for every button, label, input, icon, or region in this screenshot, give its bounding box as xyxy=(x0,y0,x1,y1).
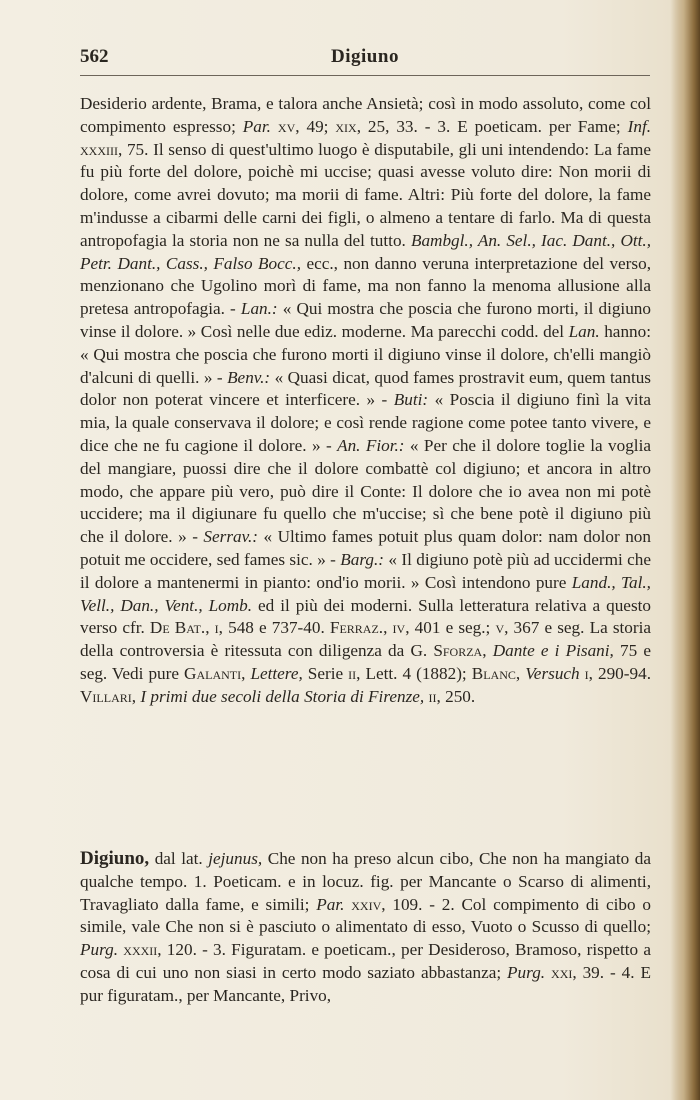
text-run: , xyxy=(241,663,251,683)
text-run: « Per che il dolore toglie la voglia del mangiare, puossi dire che il dolore combattè col digiuno; et ancora in altro modo, che appare più vero, può dire il Conte: Il dolore che io avea non mi potè uccidere; ma il digiunare fu quello che m'uccise; sì che bene potè il digiuno più che il dolore. » - xyxy=(80,435,651,547)
text-run: Serie xyxy=(302,663,349,683)
small-caps-ref: xxiv xyxy=(351,894,382,914)
entry-headword: Digiuno, xyxy=(80,848,150,869)
small-caps-ref: Galanti xyxy=(184,663,242,683)
text-run: dal lat. xyxy=(149,849,209,868)
italic-citation: Par. xyxy=(316,894,345,914)
small-caps-ref: Villari xyxy=(80,686,132,706)
book-spine-shadow xyxy=(670,0,700,1100)
text-run: , xyxy=(131,686,141,706)
text-run: 75 e seg. Vedi pure xyxy=(80,641,651,683)
text-run: Che non ha preso alcun cibo, Che non ha mangiato da qualche tempo. 1. Poeticam. e in locuz. fig. per Mancante o Scarso di alimenti, Travagliato dalla fame, e simili; xyxy=(80,849,651,914)
small-caps-ref: Ferraz. xyxy=(329,618,384,638)
entry-digiuno-paragraph xyxy=(80,848,651,1008)
entry-digiuno xyxy=(80,848,651,1008)
italic-citation: Inf. xyxy=(627,116,652,136)
text-run: , xyxy=(482,641,493,661)
italic-citation: Versuch xyxy=(525,663,580,683)
italic-citation: Dante e i Pisani, xyxy=(492,641,614,661)
text-run: , 548 e 737-40. xyxy=(218,618,330,638)
text-run: , 290-94. xyxy=(588,663,651,683)
small-caps-ref: xxxii xyxy=(123,940,158,960)
text-run: « Quasi dicat, quod fames prostravit eum, quem tantus dolor non poterat vincere et interficere. » - xyxy=(80,367,651,410)
small-caps-ref: xxi xyxy=(551,962,573,982)
text-run xyxy=(271,117,278,136)
small-caps-ref: xxxiii xyxy=(80,139,118,159)
small-caps-ref: ii xyxy=(348,663,357,683)
text-run: « Poscia il digiuno finì la vita mia, la quale conservava il dolore; e così rende ragione come potee tanto vivere, e dice che ne fu cagione il dolore. » - xyxy=(80,390,651,455)
small-caps-ref: Sforza xyxy=(433,641,483,661)
text-run: , 49; xyxy=(295,116,336,136)
text-run: , 75. Il senso di quest'ultimo luogo è disputabile, gli uni intendendo: La fame fu più forte del dolore, poichè mi uccise; quasi avesse voluto dire: Non morii di dolore, come avrei dovuto; ma morii di fame. Altri: Più forte del dolore, la fame m'indusse a cibarmi delle carni dei figli, o almeno a tentare di farlo. Ma di questa antropofagia la storia non ne sa nulla del tutto. xyxy=(80,139,651,250)
small-caps-ref: iv xyxy=(392,618,406,638)
text-run: « Qui mostra che poscia che furono morti, il digiuno vinse il dolore. » Così nelle due ediz. moderne. Ma parecchi codd. del xyxy=(80,299,651,341)
italic-citation: An. Fior.: xyxy=(337,435,405,455)
italic-citation: Benv.: xyxy=(227,367,271,387)
text-run: , xyxy=(205,618,215,638)
text-run: , 120. - 3. Figuratam. e poeticam., per Desideroso, Bramoso, rispetto a cosa di cui uno non siasi in certo modo saziato abbastanza; xyxy=(80,940,652,982)
italic-citation: Lan.: xyxy=(240,299,278,319)
page-header xyxy=(80,46,650,76)
entry-continuation xyxy=(80,93,651,709)
italic-citation: Buti: xyxy=(393,390,429,410)
small-caps-ref: i xyxy=(584,663,589,683)
text-run: ecc., non danno veruna interpretazione del verso, menzionano che Ugolino morì di fame, ma non fanno la menoma allusione alla pretesa antropofagia. - xyxy=(80,253,651,319)
text-run: , 401 e seg.; xyxy=(405,618,496,638)
page-number: 562 xyxy=(80,46,109,67)
small-caps-ref: De Bat. xyxy=(149,618,206,638)
text-run: « Ultimo fames potuit plus quam dolor: nam dolor non potuit me occidere, sed fames sic. » - xyxy=(80,527,651,569)
italic-citation: Land., Tal., Vell., Dan., Vent., Lomb. xyxy=(80,572,651,615)
small-caps-ref: xv xyxy=(277,116,296,136)
text-run: , 39. - 4. E pur figuratam., per Mancante, Privo, xyxy=(80,962,651,1005)
italic-citation: Par. xyxy=(242,116,271,136)
italic-citation: Serrav.: xyxy=(203,527,258,547)
text-run: , Lett. 4 (1882); xyxy=(356,663,472,683)
small-caps-ref: ii xyxy=(428,686,437,706)
entry-continuation-paragraph xyxy=(80,93,651,709)
small-caps-ref: xix xyxy=(335,116,357,136)
italic-citation: jejunus, xyxy=(208,849,263,868)
running-title: Digiuno xyxy=(331,46,399,67)
text-run: , xyxy=(515,663,526,683)
italic-citation: Lan. xyxy=(568,321,600,341)
text-run: , 367 e seg. La storia della controversia è ritessuta con diligenza da G. xyxy=(80,618,652,661)
italic-citation: Purg. xyxy=(507,962,546,982)
small-caps-ref: i xyxy=(214,618,219,638)
text-run: Desiderio ardente, Brama, e talora anche Ansietà; così in modo assoluto, come col compimento espresso; xyxy=(80,94,651,136)
italic-citation: Lettere, xyxy=(250,663,303,683)
text-run: , 25, 33. - 3. E poeticam. per Fame; xyxy=(356,116,628,136)
small-caps-ref: v xyxy=(495,618,505,638)
italic-citation: Bambgl., An. Sel., Iac. Dant., Ott., Petr. Dant., Cass., Falso Bocc., xyxy=(80,230,652,273)
italic-citation: I primi due secoli della Storia di Firenze, xyxy=(140,686,425,706)
text-run: , 250. xyxy=(436,686,476,706)
text-run: « Il digiuno potè più ad uccidermi che il dolore a mantenermi in pianto: ond'io morii. » Così intendono pure xyxy=(80,549,651,592)
text-run: , xyxy=(383,618,393,638)
text-run: ed il più dei moderni. Sulla letteratura relativa a questo verso cfr. xyxy=(80,595,651,638)
text-run: hanno: « Qui mostra che poscia che furono morti il digiuno vinse il dolore, ch'elli mangiò d'alcuni di quelli. » - xyxy=(80,321,651,387)
italic-citation: Purg. xyxy=(80,940,119,960)
italic-citation: Barg.: xyxy=(340,549,385,569)
header-rule xyxy=(80,75,650,76)
text-run: , 109. - 2. Col compimento di cibo o simile, vale Che non si è pasciuto o alimentato di esso, Vuoto o Scusso di quello; xyxy=(80,894,651,937)
small-caps-ref: Blanc xyxy=(471,663,516,683)
